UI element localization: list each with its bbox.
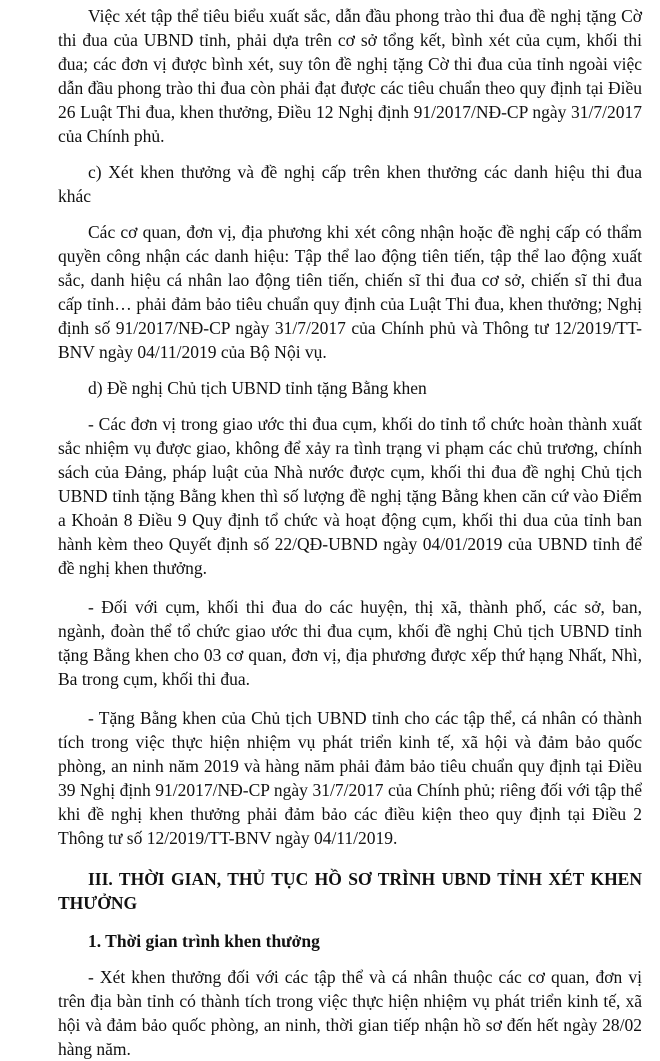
paragraph-cum-khoi-huyen: - Đối với cụm, khối thi đua do các huyện, thị xã, thành phố, các sở, ban, ngành, đoàn thể tổ chức giao ước thi đua cụm, khối đề nghị Chủ tịch UBND tỉnh tặng Bằng khen cho 03 cơ quan, đơn vị, địa phương được xếp thứ hạng Nhất, Nhì, Ba trong cụm, khối thi đua. xyxy=(58,597,642,689)
paragraph-bang-khen-ca-nhan: - Tặng Bằng khen của Chủ tịch UBND tỉnh cho các tập thể, cá nhân có thành tích trong việc thực hiện nhiệm vụ phát triển kinh tế, xã hội và đảm bảo quốc phòng, an ninh năm 2019 và hàng năm phải đảm bảo tiêu chuẩn quy định tại Điều 39 Nghị định 91/2017/NĐ-CP ngày 31/7/2017 của Chính phủ; riêng đối với tập thể khi đề nghị khen thưởng phải đảm bảo các điều kiện theo quy định tại Điều 2 Thông tư số 12/2019/TT-BNV ngày 04/11/2019. xyxy=(58,708,642,848)
paragraph-d-heading: d) Đề nghị Chủ tịch UBND tỉnh tặng Bằng khen xyxy=(88,378,427,398)
paragraph-thoi-gian: - Xét khen thưởng đối với các tập thể và cá nhân thuộc các cơ quan, đơn vị trên địa bàn tỉnh có thành tích trong việc thực hiện nhiệm vụ phát triển kinh tế, xã hội và đảm bảo quốc phòng, an ninh, thời gian tiếp nhận hồ sơ đến hết ngày 28/02 hàng năm. xyxy=(58,967,642,1059)
section-heading: III. THỜI GIAN, THỦ TỤC HỒ SƠ TRÌNH UBND TỈNH XÉT KHEN THƯỞNG xyxy=(58,869,642,913)
paragraph-danh-hieu: Các cơ quan, đơn vị, địa phương khi xét công nhận hoặc đề nghị cấp có thẩm quyền công nhận các danh hiệu: Tập thể lao động tiên tiến, tập thể lao động xuất sắc, danh hiệu cá nhân lao động tiên tiến, chiến sĩ thi đua cơ sở, chiến sĩ thi đua cấp tỉnh… phải đảm bảo tiêu chuẩn quy định của Luật Thi đua, khen thưởng; Nghị định số 91/2017/NĐ-CP ngày 31/7/2017 của Chính phủ và Thông tư 12/2019/TT-BNV ngày 04/11/2019 của Bộ Nội vụ. xyxy=(58,222,642,362)
paragraph-cum-khoi-tinh: - Các đơn vị trong giao ước thi đua cụm, khối do tỉnh tổ chức hoàn thành xuất sắc nhiệm vụ được giao, không để xảy ra tình trạng vi phạm các chủ trương, chính sách của Đảng, pháp luật của Nhà nước được cụm, khối thi đua đề nghị Chủ tịch UBND tỉnh tặng Bằng khen thì số lượng đề nghị tặng Bằng khen căn cứ vào Điểm a Khoản 8 Điều 9 Quy định tổ chức và hoạt động cụm, khối thi dua của tỉnh ban hành kèm theo Quyết định số 22/QĐ-UBND ngày 04/01/2019 của UBND tỉnh để đề nghị khen thưởng. xyxy=(58,414,642,578)
paragraph-co-thi-dua: Việc xét tập thể tiêu biểu xuất sắc, dẫn đầu phong trào thi đua đề nghị tặng Cờ thi đua của UBND tỉnh, phải dựa trên cơ sở tổng kết, bình xét của cụm, khối thi đua; các đơn vị được bình xét, suy tôn đề nghị tặng Cờ thi đua của tỉnh ngoài việc dẫn đầu phong trào thi đua còn phải đạt được các tiêu chuẩn theo quy định tại Điều 26 Luật Thi đua, khen thưởng, Điều 12 Nghị định 91/2017/NĐ-CP ngày 31/7/2017 của Chính phủ. xyxy=(58,6,642,146)
paragraph-c-heading: c) Xét khen thưởng và đề nghị cấp trên khen thưởng các danh hiệu thi đua khác xyxy=(58,162,642,206)
subsection-heading: 1. Thời gian trình khen thưởng xyxy=(88,931,320,951)
